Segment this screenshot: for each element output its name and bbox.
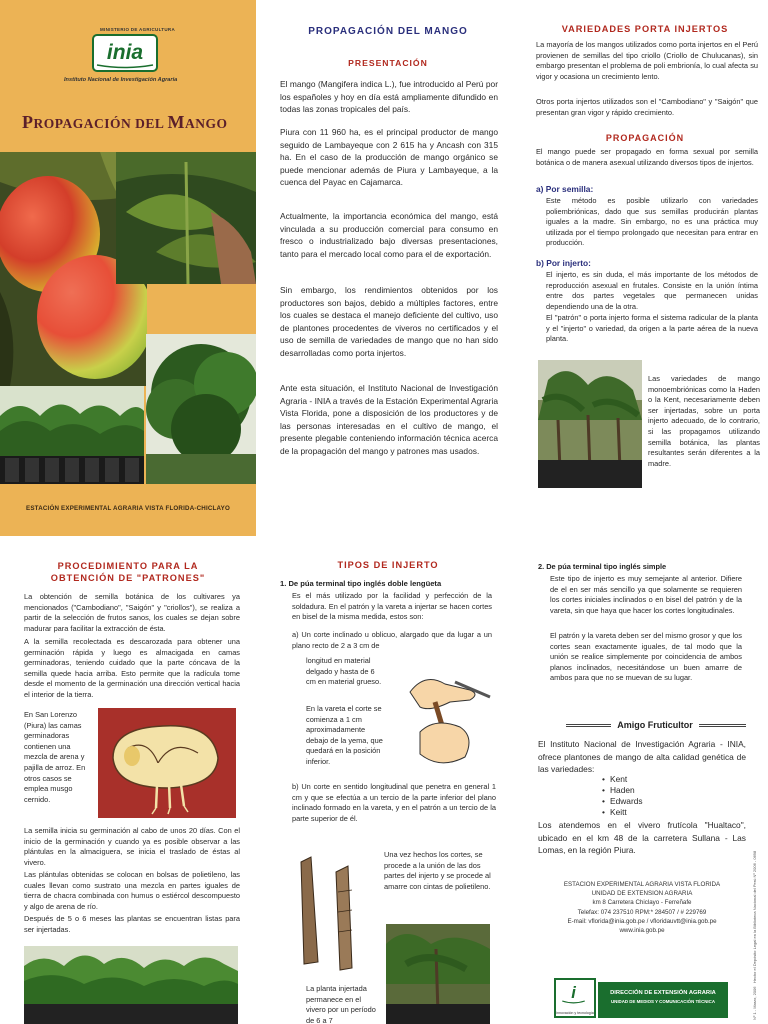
col6-p2: El patrón y la vareta deben ser del mismo grosor y que los cortes sean exactamente iguales, de tal modo que la unión se realice simplemente por coincidencia de ambos planos inclinados, necesitándose un buen amarre de ambos para que no se muevan de su lugar.	[550, 631, 742, 683]
footer-bar	[598, 982, 728, 1018]
col5-a3: En la vareta el corte se comienza a 1 cm aproximadamente debajo de la yema, que quedará en la posición inferior.	[306, 704, 383, 766]
col4-p3: La semilla inicia su germinación al cabo de unos 20 días. Con el inicio de la germinación y cuando ya es posible observar a las plántulas en la almaciguera, se inicia el traslado de éstas al vivero.	[24, 826, 240, 867]
col4-p2: A la semilla recolectada es descarozada para obtener una germinación rápida y luego es almacigada en camas germinadoras, teniendo cuidado que la parte cóncava de la semilla quede hacia arriba. Esto permite que la radícula tome desde el momento de la germinación una dirección vertical hacia el interior de la tierra.	[24, 637, 240, 699]
col2-p5: Ante esta situación, el Instituto Nacional de Investigación Agraria - INIA a través de la Estación Experimental Agraria Vista Florida, pone a disposición de los productores y de las personas interesadas en el cultivo de mango, el presente plegable conteniendo información técnica acerca de la propagación del mango y patrones mas usados.	[280, 383, 498, 456]
presentacion-heading: PRESENTACIÓN	[348, 58, 428, 68]
grafted-plants-photo	[538, 360, 642, 488]
propagacion-heading: PROPAGACIÓN	[605, 133, 685, 143]
col6-p4: Los atendemos en el vivero frutícola "Hualtaco", ubicado en el km 48 de la carretera Sullana - Las Lomas, en la región Piura.	[538, 820, 746, 856]
por-semilla-heading: a) Por semilla:	[536, 184, 594, 194]
col5-side2: La planta injertada permanece en el vivero por un período de 6 a 7	[306, 984, 376, 1024]
cover-panel	[0, 0, 256, 536]
logo-text: inia	[106, 41, 144, 64]
injerto-type-2-heading: 2. De púa terminal tipo inglés simple	[538, 562, 667, 571]
col4-p4: Las plántulas obtenidas se colocan en bolsas de polietileno, las cuales llevan como sustrato una mezcla en partes iguales de tierra de chacra combinada con humus o estiércol descompuesto y algo de arena de río.	[24, 870, 240, 911]
contact-block	[544, 880, 740, 935]
col4-p5: Después de 5 o 6 meses las plantas se encuentran listas para ser injertadas.	[24, 914, 240, 934]
footer-logo-sub: innovación y tecnología	[556, 1011, 594, 1015]
col2-p4: Sin embargo, los rendimientos obtenidos por los productores son bajos, debido a múltiples factores, entre los cuales se destaca el manejo deficiente del cultivo, uso de plantones procedentes de viveros no certificados y el uso de semilla de variedades de mango que no han sido desarrolladas como porta injertos.	[280, 285, 498, 358]
legal-date: Nº 1 - Marzo, 2006	[752, 986, 757, 1020]
mango-leaves-photo	[116, 152, 256, 284]
por-injerto-heading: b) Por injerto:	[536, 258, 591, 268]
col3-side-text: Las variedades de mango monoembriónicas como la Haden o la Kent, necesariamente deben ser injertadas, sobre un porta injerto adecuado, de lo contrario, si las propagamos utilizando semilla botánica, las plantas resultantes serán diferentes a la madre.	[648, 374, 760, 468]
col2-title: PROPAGACIÓN DEL MANGO	[308, 26, 468, 37]
contact-line-4: Telefax: 074 237510 RPM:* 284507 / # 229769	[577, 908, 707, 916]
nursery-photo	[0, 386, 144, 484]
col6-p3: El Instituto Nacional de Investigación Agraria - INIA, ofrece plantones de mango de alta calidad genética de las variedades:	[538, 739, 746, 775]
contact-line-6: www.inia.gob.pe	[619, 927, 665, 935]
variety-haden: • Haden	[602, 785, 643, 796]
col3-b-text1: El injerto, es sin duda, el más importante de los métodos de reproducción asexual en frutales. Consiste en la unión íntima entre dos partes vegetales que permanecen unidas dependiendo una de la otra.	[546, 270, 758, 311]
variety-keitt: • Keitt	[602, 807, 643, 818]
injerto-type-1-heading: 1. De púa terminal tipo inglés doble lengüeta	[280, 579, 442, 588]
tipos-injerto-heading: TIPOS DE INJERTO	[337, 560, 439, 570]
seedlings-photo	[24, 946, 238, 1024]
col3-p3: El mango puede ser propagado en forma sexual por semilla botánica o de manera asexual utilizando diversos tipos de injertos.	[536, 147, 758, 167]
col4-side: En San Lorenzo (Piura) las camas germinadoras contienen una mezcla de arena y pajilla de arroz. En otros casos se emplea musgo cernido.	[24, 710, 86, 804]
col5-a1: a) Un corte inclinado u oblicuo, alargado que da lugar a un plano recto de 2 a 3 cm de	[292, 630, 492, 650]
col6-p1: Este tipo de injerto es muy semejante al anterior. Difiere de el en ser más sencillo ya que solamente se requieren los cortes iniciales inclinados o en bisel del patrón y de la vareta, sin que haya que hacer los cortes longitudinales.	[550, 574, 742, 615]
col5-side1: Una vez hechos los cortes, se procede a la unión de las dos partes del injerto y se procede al amarre con cintas de polietileno.	[384, 850, 491, 891]
col3-b-text2: El "patrón" o porta injerto forma el sistema radicular de la planta y el "injerto" o variedad, da origen a la parte aérea de la nueva planta.	[546, 313, 758, 344]
col3-p2: Otros porta injertos utilizados son el "Cambodiano" y "Saigón" que presentan gran vigor y rápido crecimiento.	[536, 97, 758, 117]
footer-logo	[554, 978, 596, 1018]
footer-line-2: UNIDAD DE MEDIOS Y COMUNICACIÓN TÉCNICA	[611, 999, 715, 1004]
tipos-injerto-column	[270, 540, 518, 1024]
inia-logo	[92, 34, 158, 72]
variety-kent: • Kent	[602, 774, 643, 785]
amigo-heading: Amigo Fruticultor	[530, 720, 768, 730]
col3-p1: La mayoría de los mangos utilizados como porta injertos en el Perú provienen de semillas del tipo criollo (Criollo de Chulucanas), sin embargo presentan el problema de poli embrionía, lo cual afecta su vigor y ocasiona un crecimiento lento.	[536, 40, 758, 81]
variedades-heading: VARIEDADES PORTA INJERTOS	[561, 24, 729, 34]
col4-p1: La obtención de semilla botánica de los cultivares ya mencionados ("Cambodiano", "Saigón" y "criollos"), se realiza a partir de la selección de frutos sanos, los cuales se dejan sobre madurar para facilitar la extracción de ésta.	[24, 592, 240, 633]
grafted-plant-nursery-photo	[386, 924, 490, 1024]
variety-edwards: • Edwards	[602, 796, 643, 807]
procedimiento-column	[0, 540, 256, 1024]
mango-tree-photo	[146, 334, 256, 484]
cutting-hand-illustration	[400, 662, 494, 770]
procedimiento-heading: PROCEDIMIENTO PARA LA OBTENCIÓN DE "PATRONES"	[50, 561, 206, 583]
legal-deposit: Hecho el Depósito Legal en la Biblioteca Nacional del Perú Nº 2006 - 0698	[752, 850, 757, 984]
contact-line-3: km 8 Carretera Chiclayo - Ferreñafe	[592, 899, 692, 907]
legal-vertical-text	[752, 820, 760, 1020]
cover-title-rest: ROPAGACIÓN DEL	[33, 116, 168, 131]
contact-line-2: UNIDAD DE EXTENSION AGRARIA	[591, 890, 693, 898]
cover-station: ESTACIÓN EXPERIMENTAL AGRARIA VISTA FLORIDA-CHICLAYO	[26, 505, 230, 512]
col2-p2: Piura con 11 960 ha, es el principal productor de mango seguido de Lambayeque con 2 615 ha y Ancash con 315 ha. En el caso de la producción de mango orgánico se puede mencionar además de Piura y Lambayeque, a la cuenca del Payac en Cajamarca.	[280, 127, 498, 188]
col2-p3: Actualmente, la importancia económica del mango, está vinculada a su producción comercial para consumo en fresco o industrializado bajo diversas presentaciones, tanto para el mercado local como para el de exportación.	[280, 211, 498, 259]
germination-illustration	[98, 708, 236, 818]
varieties-list	[602, 774, 643, 818]
contact-line-1: ESTACION EXPERIMENTAL AGRARIA VISTA FLORIDA	[563, 881, 721, 888]
variedades-column	[530, 0, 768, 536]
footer-line-1: DIRECCIÓN DE EXTENSIÓN AGRARIA	[610, 990, 716, 996]
ministry-label: MINISTERIO DE AGRICULTURA	[100, 27, 175, 32]
cover-title	[22, 112, 242, 133]
col5-p1: Es el más utilizado por la facilidad y perfección de la soldadura. En el patrón y la vareta a injertar se hacen cortes en bisel de la misma medida, estos son:	[292, 591, 492, 622]
contact-line-5: E-mail: vflorida@inia.gob.pe / vfloridauvtt@inia.gob.pe	[567, 917, 717, 925]
amigo-fruticultor-column	[530, 540, 768, 1024]
presentacion-column	[270, 0, 506, 536]
institute-name: Instituto Nacional de Investigación Agraria	[64, 77, 178, 83]
col5-b1: b) Un corte en sentido longitudinal que penetra en general 1 cm y que se efectúa a un tercio de la parte inferior del plano inclinado formado en la vareta, y en el patrón a un tercio de la parte superior de él.	[292, 782, 496, 823]
cover-title-p: P	[22, 112, 34, 132]
cover-title-end: ANGO	[185, 116, 228, 131]
cover-title-m: M	[167, 112, 186, 132]
svg-text:i: i	[571, 984, 576, 1002]
col2-p1: El mango (Mangifera indica L.), fue introducido al Perú por los españoles y hoy en día está ampliamente difundido en todas las zonas tropicales del país.	[280, 79, 498, 115]
col3-a-text: Este método es posible utilizarlo con variedades poliembriónicas, dado que sus semillas producirán plantas iguales a la madre. Sin embargo, no es una práctica muy utilizada por el tiempo prolongado que necesitan para entrar en producción.	[546, 196, 758, 248]
graft-union-illustration	[286, 852, 376, 972]
col5-a2: longitud en material delgado y hasta de 6 cm en material grueso.	[306, 656, 382, 687]
